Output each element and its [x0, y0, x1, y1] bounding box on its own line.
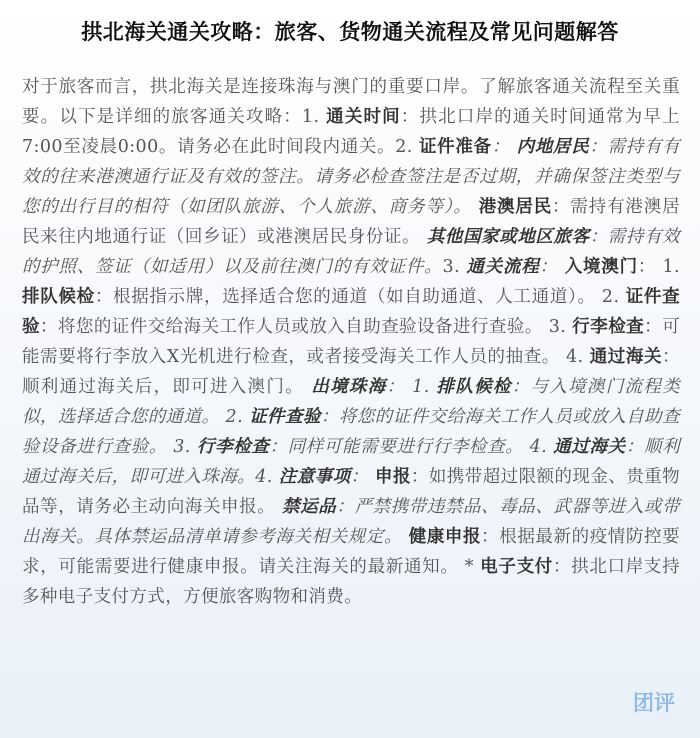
bold-term: 入境澳门 — [557, 257, 638, 277]
text-segment: 3. — [442, 257, 467, 277]
bold-term: 电子支付 — [480, 557, 553, 577]
text-segment: ：根据指示牌，选择适合您的通道（如自助通道、人工通道）。 2. — [94, 287, 626, 307]
bold-term: 排队候检 — [22, 287, 95, 307]
bold-term: 出境珠海 — [303, 377, 387, 397]
text-segment: ：顺利通过海关后，即可进入珠海。 — [22, 437, 680, 487]
text-segment: 对于旅客而言，拱北海关是连接珠海与澳门的重要口岸。了解旅客通关流程至关重要。以下是详细的旅客通关攻略：1. — [22, 77, 680, 127]
text-segment: ：拱北口岸支持多种电子支付方式，方便旅客购物和消费。 — [22, 557, 680, 607]
text-segment: ：如携带超过限额的现金、贵重物品等，请务必主动向海关申报。 — [22, 467, 681, 517]
bold-term: 通关流程 — [466, 257, 540, 277]
text-segment: ：拱北口岸的通关时间通常为早上7:00至凌晨0:00。请务必在此时间段内通关。2. — [22, 107, 681, 157]
text-segment: ：与入境澳门流程类似，选择适合您的通道。 2. — [22, 377, 681, 427]
bold-term: 其他国家或地区旅客 — [420, 227, 590, 247]
text-segment: ： 1. — [637, 257, 680, 277]
text-segment: ：将您的证件交给海关工作人员或放入自助查验设备进行查验。 3. — [39, 317, 573, 337]
tuanping-logo-icon — [628, 688, 680, 716]
text-segment: ： — [491, 137, 510, 157]
bold-term: 排队候检 — [436, 377, 512, 397]
text-segment: ： 1. — [386, 377, 437, 397]
bold-term: 行李检查 — [196, 437, 270, 457]
text-segment: ：顺利通过海关后，即可进入澳门。 — [22, 347, 680, 397]
bold-term: 通过海关 — [553, 437, 626, 457]
text-segment: ： — [539, 257, 558, 277]
text-segment: ： — [350, 467, 369, 487]
text-segment: ：将您的证件交给海关工作人员或放入自助查验设备进行查验。 3. — [22, 407, 681, 457]
text-segment: ：根据最新的疫情防控要求，可能需要进行健康申报。请关注海关的最新通知。 * — [22, 527, 680, 577]
bold-term: 注意事项 — [278, 467, 351, 487]
bold-term: 行李检查 — [572, 317, 645, 337]
bold-term: 证件准备 — [418, 137, 492, 157]
bold-term: 健康申报 — [402, 527, 482, 547]
page-title: 拱北海关通关攻略：旅客、货物通关流程及常见问题解答 — [81, 20, 619, 44]
text-segment: ：严禁携带违禁品、毒品、武器等进入或带出海关。具体禁运品清单请参考海关相关规定。 — [22, 497, 680, 547]
bold-term: 证件查验 — [249, 407, 321, 427]
text-segment: ：需持有效的护照、签证（如适用）以及前往澳门的有效证件。 — [22, 227, 680, 277]
bold-term: 申报 — [368, 467, 411, 487]
logo-text: 团评 — [633, 691, 675, 715]
bold-term: 证件查验 — [22, 287, 681, 337]
text-segment: ：需持有有效的往来港澳通行证及有效的签注。请务必检查签注是否过期，并确保签注类型与您的出行目的相符（如团队旅游、个人旅游、商务等）。 — [22, 137, 681, 217]
bold-term: 内地居民 — [509, 137, 590, 157]
bold-term: 通关时间 — [326, 107, 401, 127]
text-segment: ：需持有港澳居民来往内地通行证（回乡证）或港澳居民身份证。 — [22, 197, 681, 247]
text-segment: ：可能需要将行李放入X光机进行检查，或者接受海关工作人员的抽查。 4. — [22, 317, 680, 367]
text-segment: ：同样可能需要进行行李检查。 4. — [269, 437, 554, 457]
bold-term: 通过海关 — [589, 347, 663, 367]
bold-term: 禁运品 — [275, 497, 337, 517]
text-segment: 4. — [255, 467, 279, 487]
article-body — [22, 72, 680, 612]
bold-term: 港澳居民 — [471, 197, 553, 217]
